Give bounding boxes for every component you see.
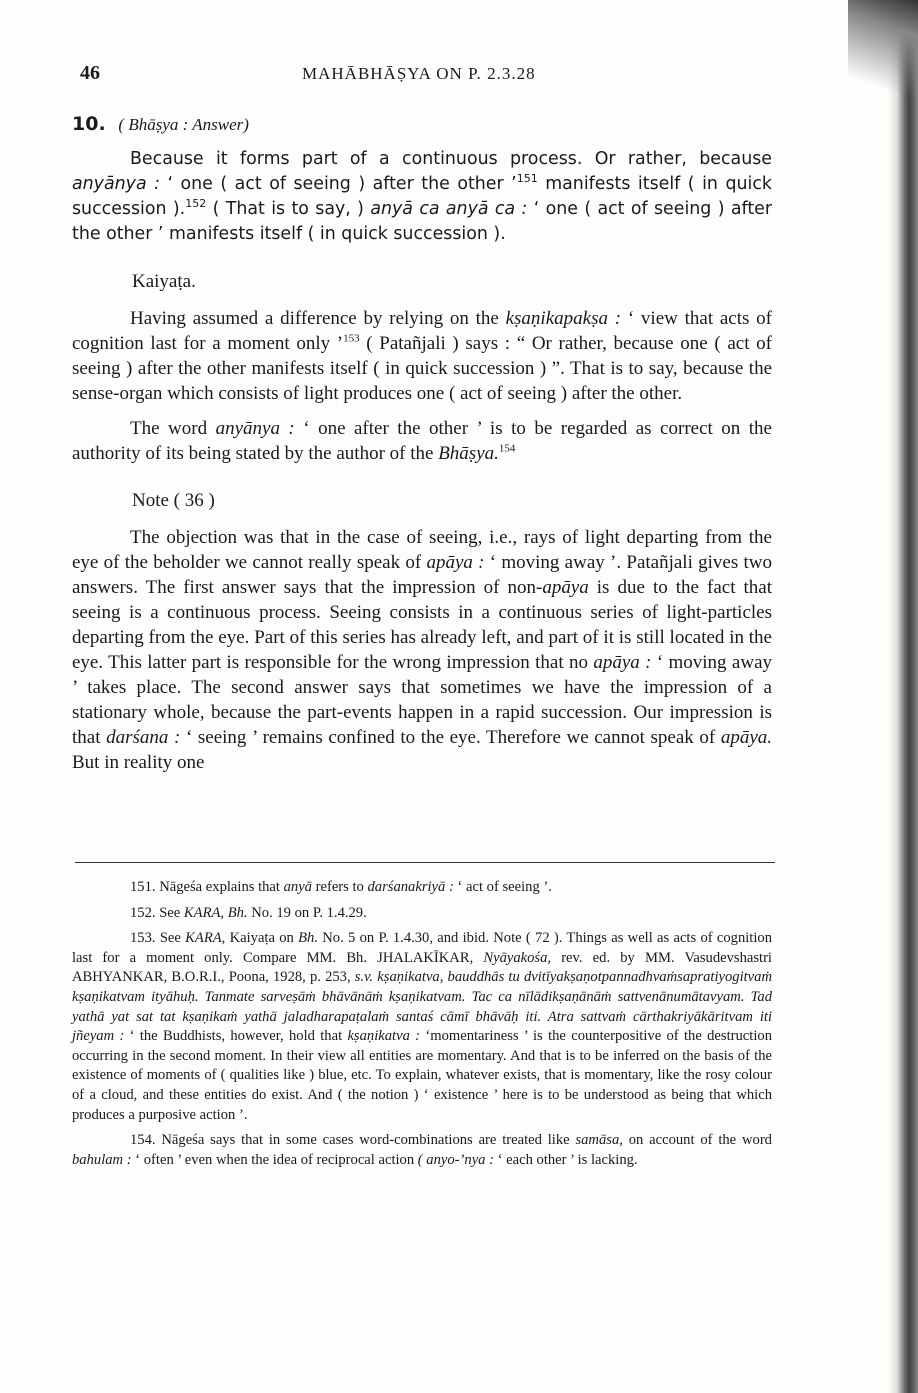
footnote-153: 153. See KARA, Kaiyaṭa on Bh. No. 5 on P. 1.4.30, and ibid. Note ( 72 ). Things as well as acts of cognition last for a moment only. Compare MM. Bh. JHALAKĪKAR, Nyāyakośa, rev. ed. by MM. Vasudevshastri ABHYANKAR, B.O.R.I., Poona, 1928, p. 253, s.v. kṣaṇikatva, bauddhās tu dvitīyakṣaṇotpannadhvaṁsapratiyogitvaṁ kṣaṇikatvam ityāhuḥ. Tanmate sarveṣāṁ bhāvānāṁ kṣaṇikatvam. Tac ca nīlādikṣaṇānāṁ sattvenānumātavyam. Tad yathā yat sat tat kṣaṇikaṁ yathā jaladharapaṭalaṁ santaś cāmī bhāvāḥ iti. Atra sattvaṁ cārthakriyākāritvam iti jñeyam : ‘ the Buddhists, however, hold that kṣaṇikatva : ‘momentariness ’ is the counterpositive of the destruction occurring in the second moment. In their view all entities are momentary. And that is to be inferred on the basis of the existence of moments of ( qualities like ) blue, etc. To explain, whatever exists, that is momentary, like the rosy colour of a cloud, and these entities do exist. And ( the notion ) ‘ existence ’ here is to be understood as being that which produces a purposive action ’. (72, 930, 772, 1123)
section-heading (72, 112, 772, 137)
page-header (80, 62, 800, 90)
section-note: ( Bhāṣya : Answer) (118, 115, 249, 134)
paragraph-word: The word anyānya : ‘ one after the other ’ is to be regarded as correct on the authority of its being stated by the author of the Bhāṣya.$^{154}$ (72, 418, 772, 464)
page-number: 46 (80, 62, 100, 84)
paragraph-bhashya: Because it forms part of a continuous process. Or rather, because anyānya : ‘ one ( act of seeing ) after the other ’$^{151}$ manifests itself ( in quick succession ).$^{152}$ ( That is to say, ) anyā ca anyā ca : ‘ one ( act of seeing ) after the other ’ manifests itself ( in quick succession ). (72, 149, 772, 244)
running-title: MAHĀBHĀṢYA ON P. 2.3.28 (302, 64, 536, 83)
section-number: 10. (72, 113, 106, 135)
footnote-154: 154. Nāgeśa says that in some cases word-combinations are treated like samāsa, on account of the word bahulam : ‘ often ’ even when the idea of reciprocal action ( anyo-’nya : ‘ each other ’ is lacking. (72, 1132, 772, 1168)
footnotes (72, 878, 772, 1176)
paragraph-note: The objection was that in the case of seeing, i.e., rays of light departing from the eye of the beholder we cannot really speak of apāya : ‘ moving away ’. Patañjali gives two answers. The first answer says that the impression of non-apāya is due to the fact that seeing is a continuous process. Seeing consists in a continuous series of light-particles departing from the eye. Part of this series has already left, and part of it is still located in the eye. This latter part is responsible for the wrong impression that no apāya : ‘ moving away ’ takes place. The second answer says that sometimes we have the impression of a stationary whole, because the part-events happen in a rapid succession. Our impression is that darśana : ‘ seeing ’ remains confined to the eye. Therefore we cannot speak of apāya. But in reality one (72, 527, 773, 773)
footnote-152: 152. See KARA, Bh. No. 19 on P. 1.4.29. (130, 904, 367, 921)
page-corner-shadow (848, 0, 918, 160)
footnote-divider (75, 862, 775, 863)
paragraph-kaiyata: Having assumed a difference by relying on the kṣaṇikapakṣa : ‘ view that acts of cognition last for a moment only ’$^{153}$ ( Patañjali ) says : “ Or rather, because one ( act of seeing ) after the other manifests itself ( in quick succession ) ”. That is to say, because the sense-organ which consists of light produces one ( act of seeing ) after the other. (72, 308, 773, 404)
kaiyata-label: Kaiyaṭa. (132, 271, 196, 292)
footnote-151: 151. Nāgeśa explains that anyā refers to darśanakriyā : ‘ act of seeing ’. (130, 879, 552, 895)
main-text (72, 112, 772, 775)
page-binding-edge (888, 0, 918, 1393)
note-label: Note ( 36 ) (132, 490, 215, 511)
